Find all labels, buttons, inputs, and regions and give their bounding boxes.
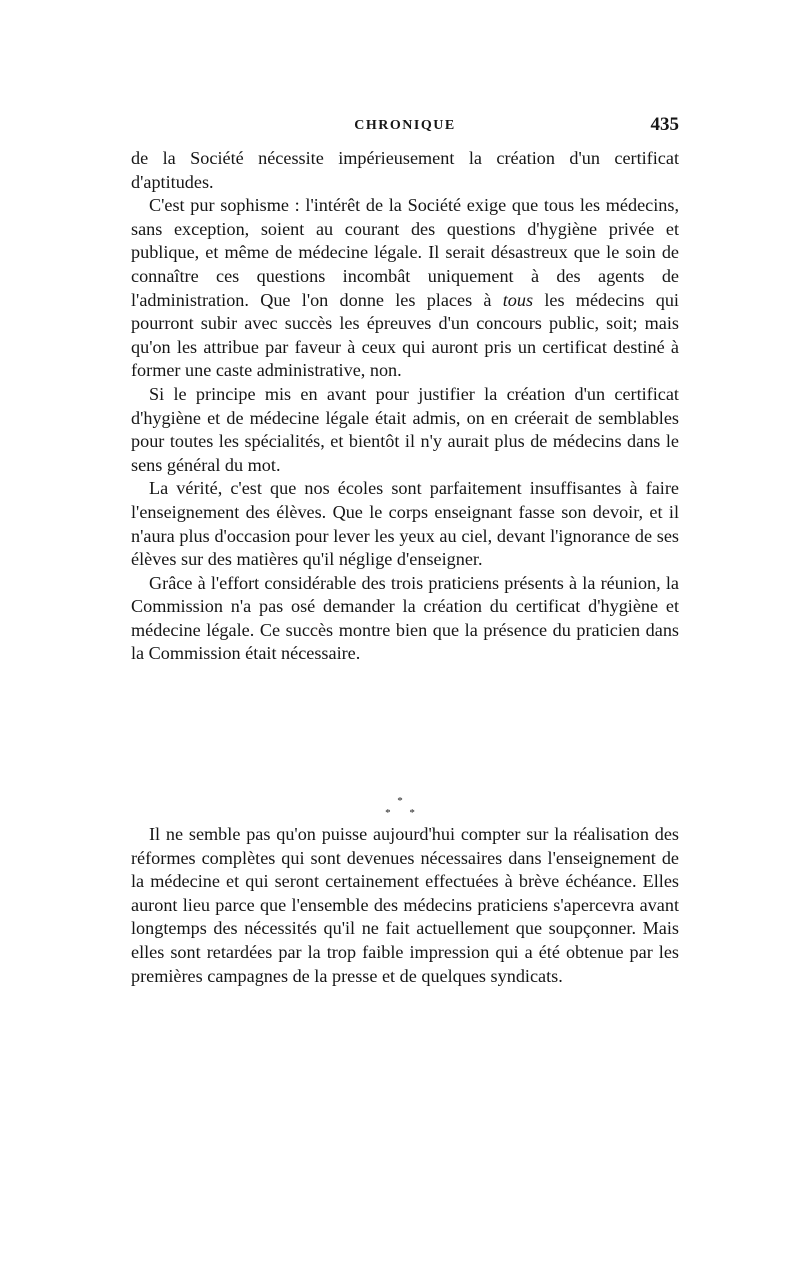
paragraph-principe: Si le principe mis en avant pour justifier la création d'un certificat d'hygiène et de médecine légale était admis, on en créerait de semblables pour toutes les spécialités, et bientôt il n'y aurait plus de médecins dans le sens général du mot.	[131, 383, 679, 475]
running-head: CHRONIQUE	[354, 118, 456, 133]
page-header	[131, 114, 679, 138]
emphasis-tous: tous	[502, 289, 534, 310]
body-text	[131, 147, 679, 666]
paragraph-grace: Grâce à l'effort considérable des trois praticiens présents à la réunion, la Commission n'a pas osé demander la création du certificat d'hygiène et médecine légale. Ce succès montre bien que la présence du praticien dans la Commission était nécessaire.	[131, 572, 679, 664]
paragraph-sophisme-text: C'est pur sophisme : l'intérêt de la Société exige que tous les médecins, sans exception, soient au courant des questions d'hygiène privée et publique, et même de médecine légale. Il serait désastreux que le soin de connaître ces questions incombât uniquement à des agents de l'administration. Que l'on donne les places à	[131, 195, 679, 310]
body-text-section-2	[131, 823, 679, 988]
paragraph-continued: de la Société nécessite impérieusement la création d'un certificat d'aptitudes.	[131, 148, 679, 192]
asterism-bottom: * *	[385, 807, 423, 819]
page-number: 435	[650, 114, 679, 135]
paragraph-reformes: Il ne semble pas qu'on puisse aujourd'hui compter sur la réalisation des réformes complètes qui sont devenues nécessaires dans l'enseignement de la médecine et qui seront certainement effectuées à brève échéance. Elles auront lieu parce que l'ensemble des médecins praticiens s'apercevra avant longtemps des nécessités qu'il ne fait actuellement que soupçonner. Mais elles sont retardées par la trop faible impression qui a été obtenue par les premières campagnes de la presse et de quelques syndicats.	[131, 824, 679, 986]
paragraph-sophisme-rest: les médecins qui pourront subir avec succès les épreuves d'un concours public, soit; mais qu'on les attribue par faveur à ceux qui auront pris un certificat destiné à former une caste administrative, non.	[131, 289, 679, 381]
paragraph-verite: La vérité, c'est que nos écoles sont parfaitement insuffisantes à faire l'enseignement des élèves. Que le corps enseignant fasse son devoir, et il n'aura plus d'occasion pour lever les yeux au ciel, devant l'ignorance de ses élèves sur des matières qu'il néglige d'enseigner.	[131, 478, 679, 570]
paragraph-sophisme	[131, 194, 679, 383]
asterism-top: *	[397, 795, 403, 807]
